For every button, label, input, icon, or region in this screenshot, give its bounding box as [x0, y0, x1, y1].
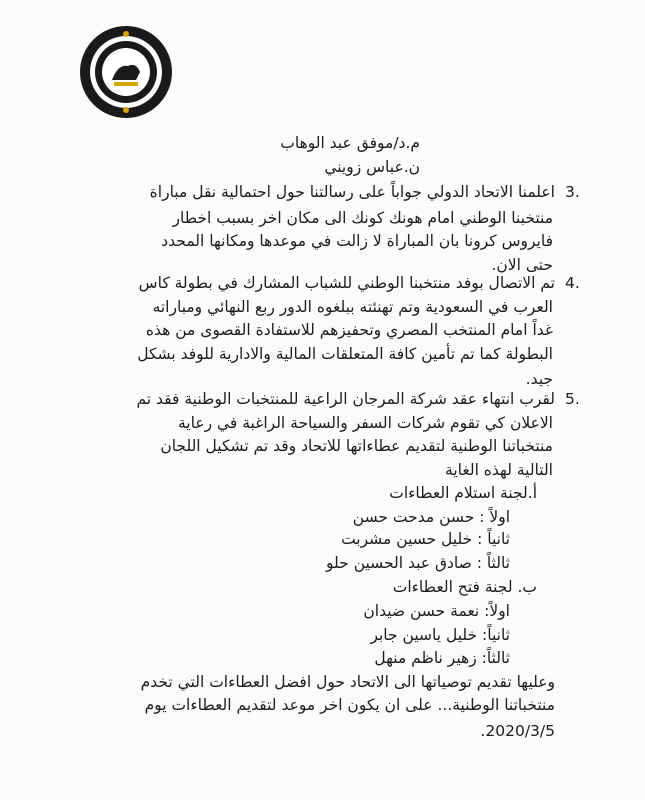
- item-line: منتخباتنا الوطنية لتقديم عطاءاتها للاتحاد وقد تم تشكيل اللجان: [160, 437, 553, 455]
- header-line-2: ن.عباس زويني: [324, 158, 420, 176]
- item-number: 5.: [565, 390, 580, 408]
- item-line: حتى الان.: [491, 256, 553, 274]
- committee-member: اولاً: نعمة حسن ضيدان: [363, 602, 510, 620]
- closing-line: وعليها تقديم توصياتها الى الاتحاد حول افضل العطاءات التي تخدم: [140, 673, 555, 691]
- item-line: اعلمنا الاتحاد الدولي جواباً على رسالتنا حول احتمالية نقل مباراة: [149, 183, 555, 201]
- item-number: 4.: [565, 274, 580, 292]
- item-number: 3.: [565, 183, 580, 201]
- item-line: تم الاتصال بوفد منتخبنا الوطني للشباب المشارك في بطولة كاس: [138, 274, 555, 292]
- item-line: غداً امام المنتخب المصري وتحفيزهم للاستفادة القصوى من هذه: [145, 321, 553, 339]
- item-line: الاعلان كي تقوم شركات السفر والسياحة الراغبة في رعاية: [177, 414, 553, 432]
- item-line: البطولة كما تم تأمين كافة المتعلقات المالية والادارية للوفد بشكل: [137, 345, 553, 363]
- committee-member: ثانياً: خليل ياسين جابر: [370, 626, 510, 644]
- item-line: العرب في السعودية وتم تهنئته ببلغوه الدور ربع النهائي ومباراته: [152, 298, 553, 316]
- committee-member: ثالثاً : صادق عبد الحسين حلو: [326, 554, 510, 572]
- committee-member: ثالثاً: زهير ناظم منهل: [374, 649, 510, 667]
- committee-member: اولاً : حسن مدحت حسن: [352, 508, 510, 526]
- committee-title: أ.لجنة استلام العطاءات: [389, 484, 537, 502]
- committee-member: ثانياً : خليل حسين مشربت: [341, 530, 510, 548]
- item-line: جيد.: [525, 370, 553, 388]
- item-line: منتخبنا الوطني امام هونك كونك الى مكان اخر بسبب اخطار: [172, 209, 553, 227]
- header-line-1: م.د/موفق عبد الوهاب: [280, 134, 420, 152]
- closing-line: منتخباتنا الوطنية... على ان يكون اخر موعد لتقديم العطاءات يوم: [144, 696, 555, 714]
- closing-line: 2020/3/5.: [480, 722, 555, 740]
- item-line: لقرب انتهاء عقد شركة المرجان الراعية للمنتخبات الوطنية فقد تم: [136, 390, 555, 408]
- item-line: فايروس كرونا بان المباراة لا زالت في موعدها ومكانها المحدد: [161, 232, 553, 250]
- item-line: التالية لهذه الغاية: [445, 461, 553, 479]
- committee-title: ب. لجنة فتح العطاءات: [392, 578, 537, 596]
